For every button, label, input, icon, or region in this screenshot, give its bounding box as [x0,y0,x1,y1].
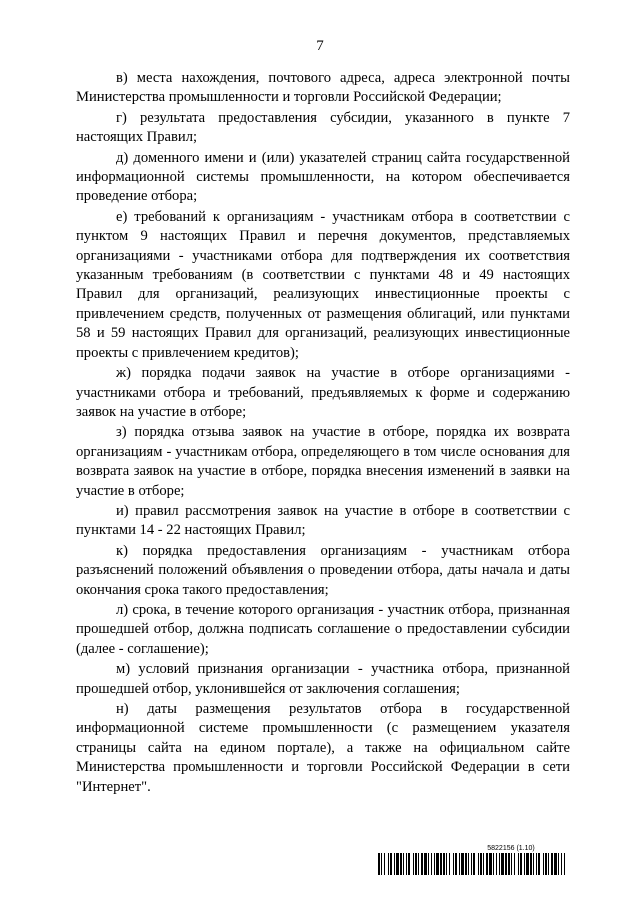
paragraph-l: л) срока, в течение которого организация - участник отбора, признанная прошедшей отбор, должна подписать соглашение о предоставлении субсидии (далее - соглашение); [76,601,570,657]
barcode-bar [408,853,410,875]
barcode-bar [545,853,547,875]
paragraph-g: г) результата предоставления субсидии, указанного в пункте 7 настоящих Правил; [76,109,570,146]
barcode-bar [511,853,512,875]
barcode-bar [478,853,479,875]
barcode-bar [421,853,423,875]
barcode-bar [390,853,392,875]
barcode-bar [530,853,532,875]
barcode-bar [558,853,559,875]
barcode-bar [496,853,497,875]
barcode-bar [453,853,454,875]
document-code: 5822156 (1.10) [487,845,535,852]
barcode-bar [431,853,432,875]
barcode-bar [514,853,515,875]
barcode-bar [384,853,385,875]
barcode-bar [455,853,457,875]
barcode-bar [551,853,553,875]
paragraph-d: д) доменного имени и (или) указателей страниц сайта государственной информационной системы промышленности, на котором обеспечивается проведение отбора; [76,149,570,205]
barcode-bar [461,853,464,875]
barcode-bar [471,853,472,875]
barcode-bar [508,853,510,875]
barcode-bar [440,853,442,875]
barcode-bar [493,853,494,875]
paragraph-m: м) условий признания организации - участника отбора, признанной прошедшей отбор, уклонившейся от заключения соглашения; [76,661,570,697]
barcode-bar [524,853,525,875]
barcode-bar [446,853,447,875]
barcode-bar [394,853,395,875]
barcode-bar [396,853,399,875]
barcode-bar [473,853,475,875]
paragraph-k: к) порядка предоставления организациям - участникам отбора разъяснений положений объявления о проведении отбора, даты начала и даты окончания срока такого предоставления; [76,542,570,598]
barcode-bar [526,853,529,875]
barcode-bar [520,853,522,875]
barcode [378,853,566,875]
barcode-bar [418,853,419,875]
barcode-bar [468,853,469,875]
barcode-bar [489,853,492,875]
barcode-bar [536,853,537,875]
page-number: 7 [316,38,324,54]
barcode-bar [483,853,484,875]
barcode-bar [554,853,557,875]
barcode-bar [436,853,439,875]
barcode-bar [465,853,467,875]
paragraph-zh: ж) порядка подачи заявок на участие в отборе организациями - участниками отбора и требований, предъявляемых к форме и содержанию заявок на участие в отборе; [76,365,570,420]
barcode-bar [561,853,562,875]
paragraph-v: в) места нахождения, почтового адреса, адреса электронной почты Министерства промышленности и торговли Российской Федерации; [76,70,570,106]
paragraph-n: н) даты размещения результатов отбора в государственной информационной системе промышленности (с размещением указателя страницы сайта на едином портале), а также на официальном сайте Министерства промышленности и торговли Российской Федерации в сети "Интернет". [76,701,570,795]
paragraph-z: з) порядка отзыва заявок на участие в отборе, порядка их возврата организациям - участникам отбора, определяющего в том числе основания для возврата заявок на участие в отборе, порядка внесения изменений в заявки на участие в отборе; [76,424,570,499]
barcode-bar [459,853,460,875]
barcode-bar [564,853,565,875]
barcode-bar [378,853,380,875]
barcode-bar [505,853,507,875]
barcode-bar [424,853,427,875]
barcode-bar [480,853,482,875]
barcode-bar [406,853,407,875]
barcode-bar [388,853,389,875]
paragraph-i: и) правил рассмотрения заявок на участие в отборе в соответствии с пунктами 14 - 22 настоящих Правил; [76,502,570,539]
document-body [76,69,570,798]
barcode-bar [499,853,500,875]
barcode-bar [381,853,382,875]
paragraph-e: е) требований к организациям - участникам отбора в соответствии с пунктом 9 настоящих Правил и перечня документов, представляемых организациями - участниками отбора для подтверждения их соответствия указанным требованиям (в соответствии с пунктами 48 и 49 настоящих Правил для организаций, реализующих инвестиционные проекты с привлечением средств, полученных от размещения облигаций, или пунктами 58 и 59 настоящих Правил для организаций, реализующих инвестиционные проекты с привлечением кредитов); [76,208,570,361]
barcode-bar [415,853,417,875]
barcode-bar [449,853,450,875]
barcode-bar [543,853,544,875]
barcode-bar [434,853,435,875]
barcode-bar [518,853,519,875]
barcode-bar [403,853,404,875]
barcode-bar [486,853,488,875]
barcode-bar [533,853,534,875]
barcode-bar [548,853,549,875]
barcode-bar [443,853,445,875]
barcode-bar [428,853,429,875]
barcode-bar [400,853,402,875]
barcode-bar [413,853,414,875]
barcode-bar [501,853,504,875]
barcode-bar [538,853,540,875]
